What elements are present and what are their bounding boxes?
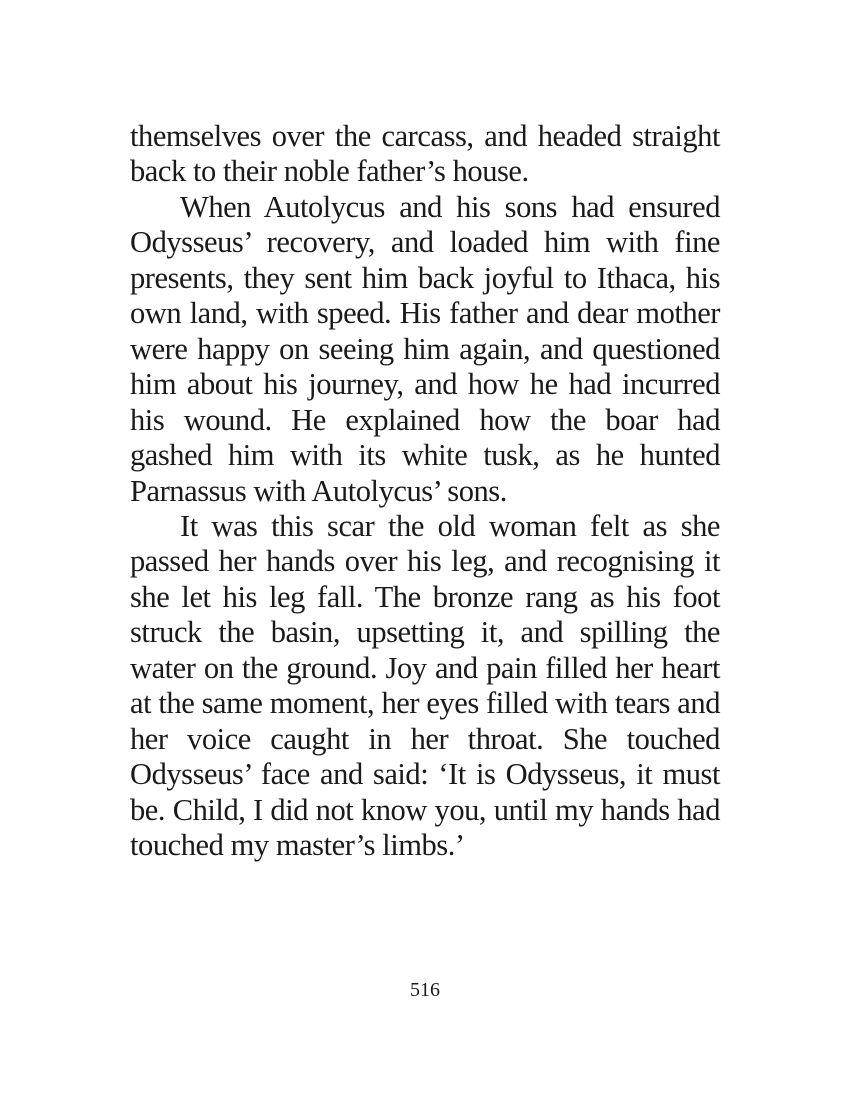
paragraph-scar: It was this scar the old woman felt as she passed her hands over his leg, and recognising it she let his leg fall. The bronze rang as his foot struck the basin, upsetting it, and spilling the water on the ground. Joy and pain filled her heart at the same moment, her eyes filled with tears and her voice caught in her throat. She touched Odysseus’ face and said: ‘It is Odysseus, it must be. Child, I did not know you, until my hands had touched my master’s limbs.’: [130, 508, 720, 863]
page-number: 516: [410, 979, 440, 1001]
body-text: [130, 119, 720, 864]
paragraph-autolycus: When Autolycus and his sons had ensured Odysseus’ recovery, and loaded him with fine presents, they sent him back joyful to Ithaca, his own land, with speed. His father and dear mother were happy on seeing him again, and questioned him about his journey, and how he had incurred his wound. He explained how the boar had gashed him with its white tusk, as he hunted Parnassus with Autolycus’ sons.: [130, 189, 720, 508]
paragraph-continuation: themselves over the carcass, and headed straight back to their noble father’s house.: [130, 119, 720, 189]
